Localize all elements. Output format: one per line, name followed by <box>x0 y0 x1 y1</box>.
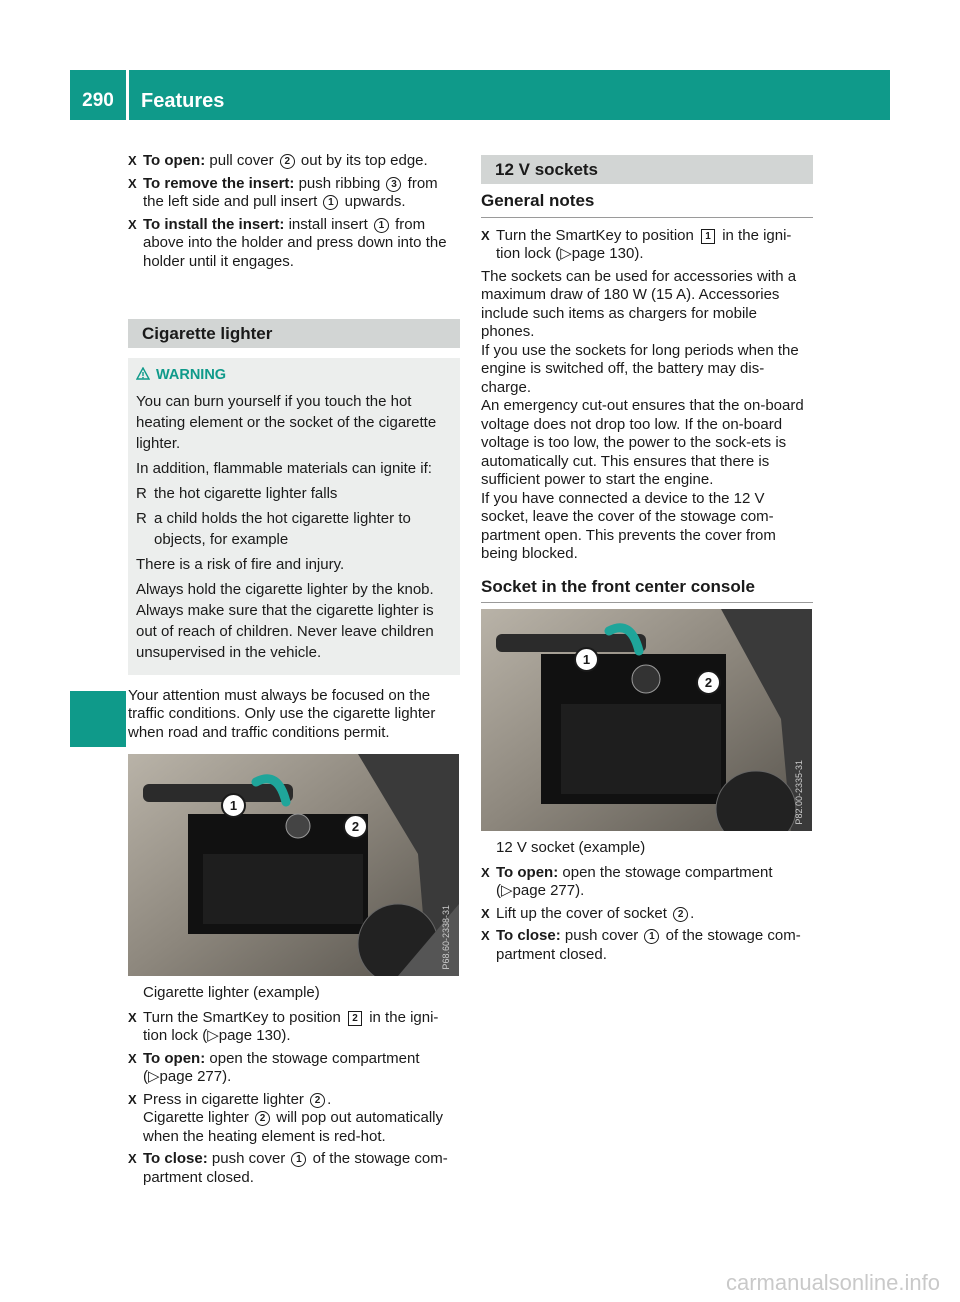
console-illustration <box>128 754 459 976</box>
callout-number: 1 <box>291 1152 306 1167</box>
body-text: If you use the sockets for long periods when the engine is switched off, the battery may dis-charge. <box>481 341 799 396</box>
step-arrow-icon: X <box>128 1091 137 1107</box>
step-arrow-icon: X <box>128 175 137 191</box>
step-remove-insert: X To remove the insert: push ribbing 3 from the left side and pull insert 1 upwards. <box>128 174 438 210</box>
step-arrow-icon: X <box>481 905 490 921</box>
watermark: carmanualsonline.info <box>725 1270 940 1295</box>
image-code: P68.60-2338-31 <box>440 905 451 970</box>
callout-number: 1 <box>644 929 659 944</box>
list-item: R a child holds the hot cigarette lighter to objects, for example <box>136 509 411 548</box>
step-open-compartment: X To open: open the stowage compartment (▷page 277). <box>128 1049 420 1085</box>
image-code: P82.00-2335-31 <box>793 760 804 825</box>
callout-1: 1 <box>574 647 599 672</box>
position-number: 1 <box>701 229 715 244</box>
step-install-insert: X To install the insert: install insert 1 from above into the holder and press down into the holder until it engages. <box>128 215 447 270</box>
image-caption: 12 V socket (example) <box>496 839 646 856</box>
warning-text: Always hold the cigarette lighter by the knob. Always make sure that the cigarette lighter is out of reach of children. Never leave children unsupervised in the vehicle. <box>136 580 434 661</box>
callout-number: 1 <box>374 218 389 233</box>
image-caption: Cigarette lighter (example) <box>143 984 320 1001</box>
warning-text: You can burn yourself if you touch the hot heating element or the socket of the cigarette lighter. <box>136 392 437 452</box>
page-ref-link[interactable]: page 277 <box>159 1068 223 1085</box>
step-lift-cover: X Lift up the cover of socket 2 . <box>481 904 695 922</box>
page-ref-link[interactable]: page 277 <box>512 882 576 899</box>
subheading-socket-front-console: Socket in the front center console <box>481 578 813 604</box>
right-column <box>481 155 813 968</box>
step-arrow-icon: X <box>481 227 490 243</box>
callout-number: 2 <box>310 1093 325 1108</box>
step-close-cover: X To close: push cover 1 of the stowage com-partment closed. <box>481 927 801 963</box>
step-arrow-icon: X <box>128 1009 137 1025</box>
cigarette-lighter-image <box>128 754 459 976</box>
body-text: An emergency cut-out ensures that the on-board voltage does not drop too low. If the on-board voltage is too low, the power to the sock-ets is automatically cut. This ensures that there is sufficient power to start the engine. <box>481 397 804 488</box>
position-number: 2 <box>348 1011 362 1026</box>
left-column <box>128 152 460 1191</box>
callout-2: 2 <box>343 814 368 839</box>
step-arrow-icon: X <box>481 864 490 880</box>
body-text: The sockets can be used for accessories with a maximum draw of 180 W (15 A). Accessories include such items as chargers for mobile phones. <box>481 267 797 340</box>
warning-box <box>128 358 460 675</box>
callout-number: 3 <box>386 177 401 192</box>
list-item: R the hot cigarette lighter falls <box>136 484 338 502</box>
page-ref-link[interactable]: page 130 <box>571 245 635 262</box>
callout-number: 2 <box>280 154 295 169</box>
step-open-cover: X To open: pull cover 2 out by its top edge. <box>128 152 428 169</box>
step-arrow-icon: X <box>481 928 490 943</box>
warning-text: There is a risk of fire and injury. <box>136 555 345 573</box>
page-ref-icon: ▷ <box>207 1027 219 1044</box>
step-arrow-icon: X <box>128 1050 137 1066</box>
step-turn-smartkey: X Turn the SmartKey to position 1 in the igni-tion lock (▷page 130). <box>481 226 792 262</box>
warning-title: WARNING <box>132 366 450 385</box>
section-heading-12v-sockets: 12 V sockets <box>481 155 813 184</box>
callout-number: 1 <box>323 195 338 210</box>
step-turn-smartkey: X Turn the SmartKey to position 2 in the igni-tion lock (▷page 130). <box>128 1008 439 1044</box>
step-arrow-icon: X <box>128 153 137 168</box>
page-ref-link[interactable]: page 130 <box>218 1027 282 1044</box>
bullet-icon: R <box>136 509 147 527</box>
step-press-lighter: X Press in cigarette lighter 2 . Cigarette lighter 2 will pop out automatically when the heating element is red-hot. <box>128 1090 443 1145</box>
bullet-icon: R <box>136 484 147 502</box>
callout-2: 2 <box>696 670 721 695</box>
section-heading-cigarette-lighter: Cigarette lighter <box>128 319 460 348</box>
page-ref-icon: ▷ <box>501 882 513 899</box>
callout-number: 2 <box>255 1111 270 1126</box>
step-arrow-icon: X <box>128 1151 137 1166</box>
page-title: Features <box>141 90 225 112</box>
attention-text: Your attention must always be focused on the traffic conditions. Only use the cigarette lighter when road and traffic conditions permit. <box>128 686 436 741</box>
header-divider <box>126 70 129 120</box>
page-ref-icon: ▷ <box>560 245 572 262</box>
body-text: If you have connected a device to the 12 V socket, leave the cover of the stowage com-partment open. This prevents the cover from being blocked. <box>481 489 776 562</box>
callout-1: 1 <box>221 793 246 818</box>
step-open-compartment: X To open: open the stowage compartment (▷page 277). <box>481 863 773 899</box>
socket-image <box>481 609 812 831</box>
step-close-cover: X To close: push cover 1 of the stowage com-partment closed. <box>128 1150 448 1186</box>
warning-triangle-icon <box>136 367 150 380</box>
callout-number: 2 <box>673 907 688 922</box>
side-tab-marker <box>70 691 126 747</box>
console-illustration <box>481 609 812 831</box>
page-number: 290 <box>82 90 114 111</box>
step-arrow-icon: X <box>128 216 137 232</box>
page-ref-icon: ▷ <box>148 1068 160 1085</box>
warning-text: In addition, flammable materials can ignite if: <box>136 459 432 477</box>
subheading-general-notes: General notes <box>481 192 813 218</box>
